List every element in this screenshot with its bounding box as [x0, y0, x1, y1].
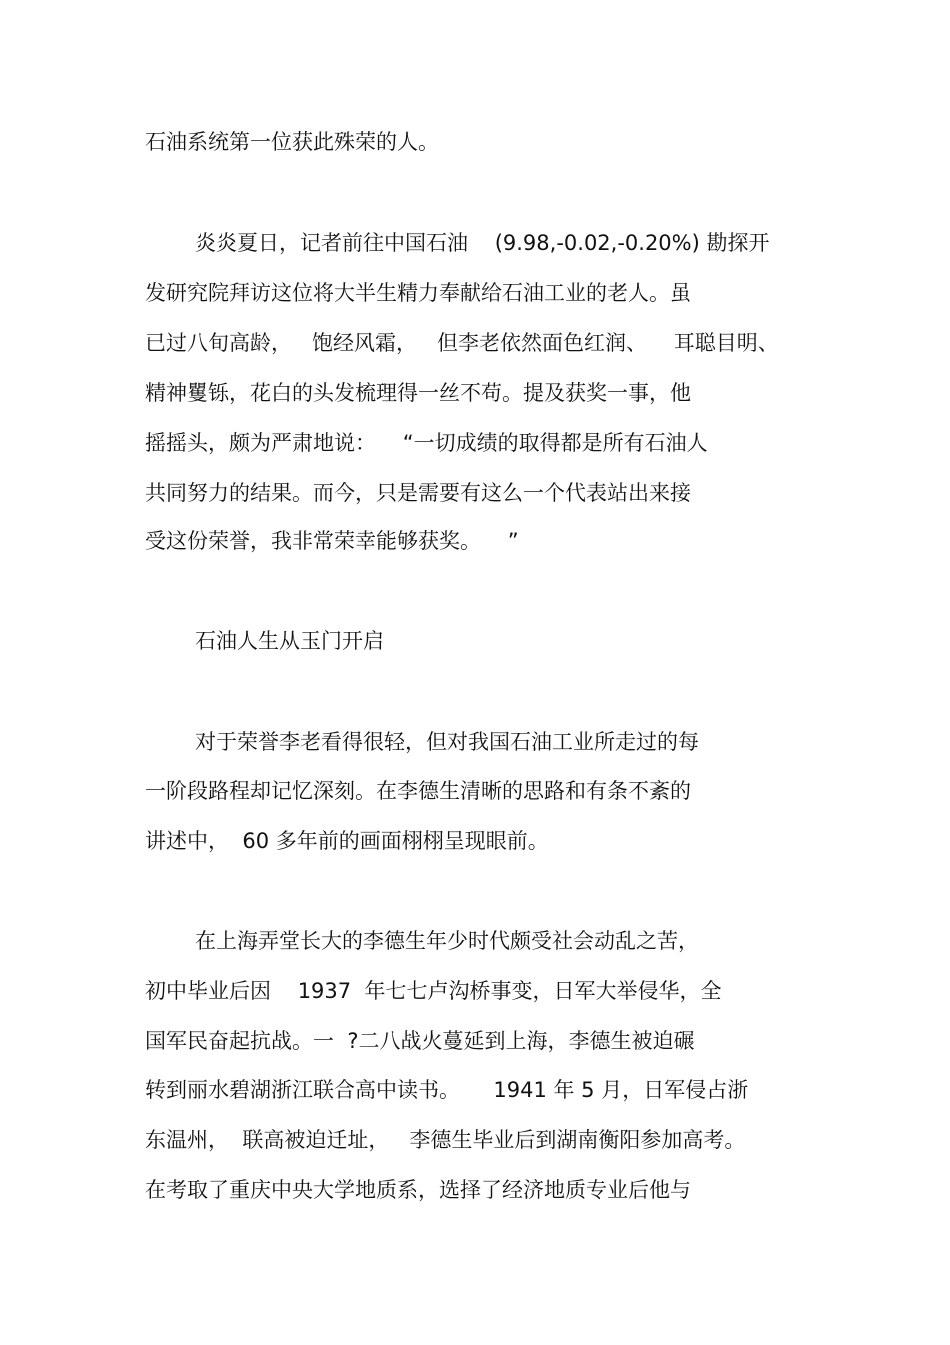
text-line: 在上海弄堂长大的李德生年少时代颇受社会动乱之苦， [195, 929, 699, 953]
text-line: 东温州， 联高被迫迁址， 李德生毕业后到湖南衡阳参加高考。 [145, 1128, 746, 1152]
text-line: 讲述中， 60 多年前的画面栩栩呈现眼前。 [145, 829, 549, 853]
text-line: 受这份荣誉，我非常荣幸能够获奖。 ” [145, 529, 519, 553]
text-line: 对于荣誉李老看得很轻，但对我国石油工业所走过的每 [195, 730, 699, 754]
text-line: 石油系统第一位获此殊荣的人。 [145, 130, 439, 154]
text-line: 初中毕业后因 1937 年七七卢沟桥事变，日军大举侵华，全 [145, 979, 722, 1003]
text-line: 发研究院拜访这位将大半生精力奉献给石油工业的老人。虽 [145, 281, 691, 305]
text-line: 转到丽水碧湖浙江联合高中读书。 1941 年 5 月，日军侵占浙 [145, 1078, 749, 1102]
text-line: 一阶段路程却记忆深刻。在李德生清晰的思路和有条不紊的 [145, 779, 691, 803]
text-line: 精神矍铄，花白的头发梳理得一丝不苟。提及获奖一事，他 [145, 381, 691, 405]
section-heading: 石油人生从玉门开启 [195, 629, 384, 653]
text-line: 在考取了重庆中央大学地质系，选择了经济地质专业后他与 [145, 1178, 691, 1202]
text-line: 摇摇头，颇为严肃地说： “一切成绩的取得都是所有石油人 [145, 431, 708, 455]
text-line: 已过八旬高龄， 饱经风霜， 但李老依然面色红润、 耳聪目明、 [145, 331, 779, 355]
text-line: 共同努力的结果。而今，只是需要有这么一个代表站出来接 [145, 481, 691, 505]
text-line: 炎炎夏日，记者前往中国石油 (9.98,-0.02,-0.20%) 勘探开 [195, 231, 770, 255]
text-line: 国军民奋起抗战。一 ?二八战火蔓延到上海，李德生被迫碾 [145, 1029, 695, 1053]
